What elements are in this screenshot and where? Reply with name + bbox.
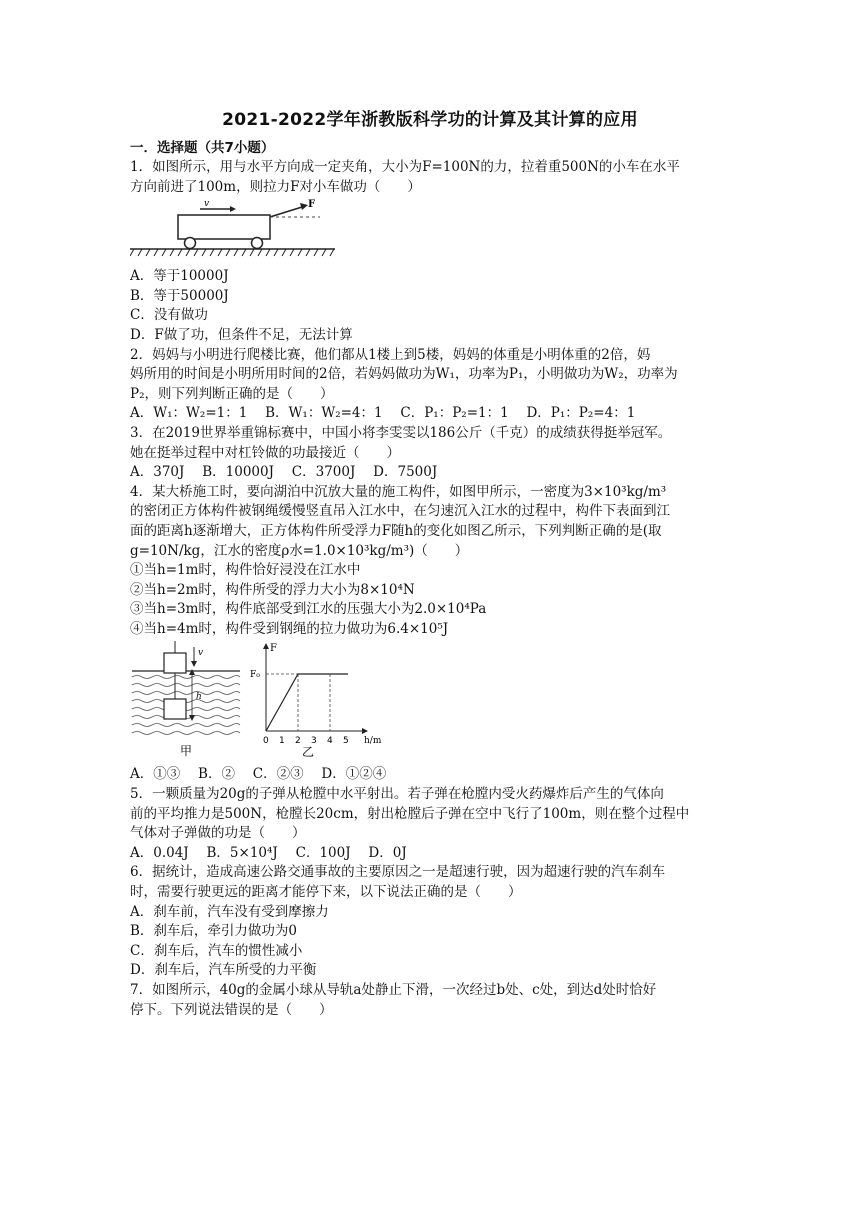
question-7	[130, 981, 730, 1020]
q4-options: A．①③ B．② C．②③ D．①②④	[130, 766, 387, 783]
q4-line-3: 面的距离h逐渐增大，正方体构件所受浮力F随h的变化如图乙所示，下列判断正确的是(取	[130, 522, 662, 539]
q7-line-1: 7．如图所示，40g的金属小球从导轨a处静止下滑，一次经过b处、c处，到达d处时恰好	[130, 982, 657, 998]
jia-velocity-label: v	[198, 648, 204, 659]
q6-line-1: 6．据统计，造成高速公路交通事故的主要原因之一是超速行驶，因为超速行驶的汽车刹车	[130, 864, 666, 881]
q6-option-a: A．刹车前，汽车没有受到摩擦力	[130, 903, 329, 920]
q3-line-2: 她在挺举过程中对杠铃做的功最接近（ ）	[130, 444, 400, 461]
q5-line-3: 气体对子弹做的功是（ ）	[130, 825, 306, 842]
q2-line-3: P₂，则下列判断正确的是（ ）	[130, 385, 334, 402]
q1-line-1: 1．如图所示，用与水平方向成一定夹角，大小为F=100N的力，拉着重500N的小车在水平	[130, 159, 680, 175]
q4-line-4: g=10N/kg，江水的密度ρ水=1.0×10³kg/m³)（ ）	[130, 542, 469, 559]
q4-statement-1: ①当h=1m时，构件恰好浸没在江水中	[130, 562, 361, 579]
question-6	[130, 863, 730, 981]
page-title: 2021-2022学年浙教版科学功的计算及其计算的应用	[222, 110, 638, 130]
q4-statement-2: ②当h=2m时，构件所受的浮力大小为8×10⁴N	[130, 581, 415, 598]
graph-x-axis-label: h/m	[364, 736, 382, 747]
q6-line-2: 时，需要行驶更远的距离才能停下来，以下说法正确的是（ ）	[130, 884, 522, 901]
figure-jia-label: 甲	[180, 744, 193, 759]
q2-line-1: 2．妈妈与小明进行爬楼比赛，他们都从1楼上到5楼，妈妈的体重是小明体重的2倍，妈	[130, 346, 651, 363]
q6-option-c: C．刹车后，汽车的惯性减小	[130, 942, 303, 959]
cart-diagram	[130, 199, 340, 261]
worksheet-page	[130, 105, 730, 1020]
q5-options: A．0.04J B．5×10⁴J C．100J D．0J	[130, 844, 407, 861]
q6-option-b: B．刹车后，牵引力做功为0	[130, 923, 298, 940]
section-heading: 一．选择题（共7小题）	[130, 140, 275, 156]
graph-tick-1: 1	[279, 736, 285, 747]
q1-option-c: C．没有做功	[130, 307, 208, 324]
q4-statement-3: ③当h=3m时，构件底部受到江水的压强大小为2.0×10⁴Pa	[130, 601, 487, 618]
graph-tick-4: 4	[327, 736, 333, 747]
question-4	[130, 483, 730, 785]
figure-jia	[132, 641, 240, 758]
figure-yi	[250, 643, 382, 759]
q2-line-2: 妈所用的时间是小明所用时间的2倍，若妈妈做功为W₁，功率为P₁，小明做功为W₂，功率为	[130, 366, 678, 383]
q4-statement-4: ④当h=4m时，构件受到钢绳的拉力做功为6.4×10⁵J	[130, 620, 449, 637]
q1-option-b: B．等于50000J	[130, 287, 229, 304]
graph-tick-2: 2	[295, 736, 301, 747]
buoyancy-diagrams	[130, 641, 390, 759]
question-2	[130, 346, 730, 424]
q1-option-a: A．等于10000J	[130, 268, 229, 285]
q1-cart-figure	[130, 199, 730, 265]
velocity-label: v	[204, 199, 210, 210]
q5-line-1: 5．一颗质量为20g的子弹从枪膛中水平射出。若子弹在枪膛内受火药爆炸后产生的气体向	[130, 786, 664, 803]
q3-options: A．370J B．10000J C．3700J D．7500J	[130, 464, 438, 481]
graph-tick-0: 0	[263, 736, 269, 747]
force-label: F	[308, 199, 316, 211]
graph-tick-3: 3	[311, 736, 317, 747]
q5-line-2: 前的平均推力是500N，枪膛长20cm，射出枪膛后子弹在空中飞行了100m，则在整个过程中	[130, 805, 690, 822]
question-1	[130, 158, 730, 346]
q4-line-1: 4．某大桥施工时，要向湖泊中沉放大量的施工构件，如图甲所示，一密度为3×10³kg/m³	[130, 483, 667, 500]
question-5	[130, 785, 730, 863]
q4-line-2: 的密闭正方体构件被钢绳缓慢竖直吊入江水中，在匀速沉入江水的过程中，构件下表面到江	[130, 503, 670, 520]
q6-option-d: D．刹车后，汽车所受的力平衡	[130, 962, 317, 979]
q1-option-d: D．F做了功，但条件不足，无法计算	[130, 326, 353, 343]
graph-y-axis-label: F	[270, 643, 277, 655]
graph-tick-5: 5	[343, 736, 349, 747]
q4-figures	[130, 641, 730, 763]
q7-line-2: 停下。下列说法错误的是（ ）	[130, 1001, 333, 1018]
q1-line-2: 方向前进了100m，则拉力F对小车做功（ ）	[130, 178, 421, 195]
question-3	[130, 424, 730, 483]
graph-f0-label: F₀	[250, 670, 260, 681]
figure-yi-label: 乙	[302, 745, 315, 760]
q2-options: A．W₁：W₂=1：1 B．W₁：W₂=4：1 C．P₁：P₂=1：1 D．P₁：P₂=4：1	[130, 405, 636, 422]
jia-h-label: h	[196, 692, 202, 703]
q3-line-1: 3．在2019世界举重锦标赛中，中国小将李雯雯以186公斤（千克）的成绩获得挺举冠军。	[130, 424, 672, 441]
